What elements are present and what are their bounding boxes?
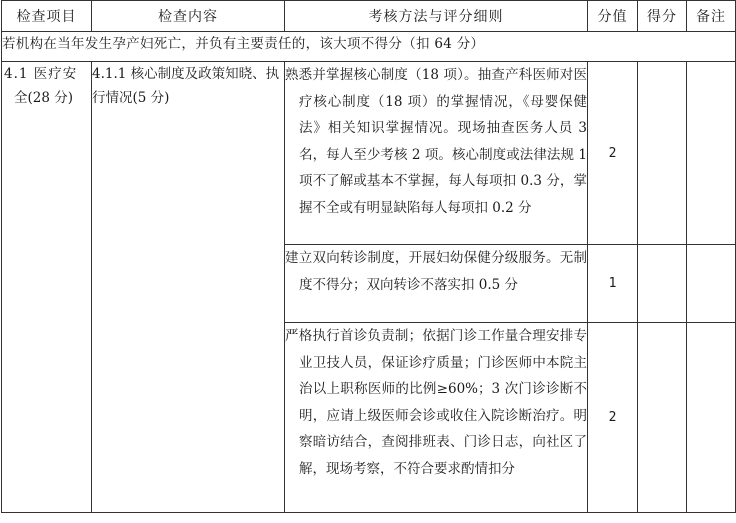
method-cell [285,323,588,513]
method-cell [285,245,588,323]
header-item: 检查项目 [2,1,92,32]
score-cell: 1 [588,245,638,323]
check-item-line1: 4.1 医疗安 [4,66,78,82]
header-content: 检查内容 [92,1,285,32]
notice-text: 若机构在当年发生孕产妇死亡，并负有主要责任的，该大项不得分（扣 64 分） [2,32,736,62]
check-item-cell [2,62,92,513]
got-cell [638,62,687,245]
header-row [2,1,736,32]
got-cell [638,245,687,323]
check-content-cell: 4.1.1 核心制度及政策知晓、执行情况(5 分) [92,62,285,513]
note-cell [687,323,736,513]
assessment-table [1,0,736,513]
score-cell: 2 [588,62,638,245]
header-method: 考核方法与评分细则 [285,1,588,32]
header-note: 备注 [687,1,736,32]
method-text: 熟悉并掌握核心制度（18 项）。抽查产科医师对医疗核心制度（18 项）的掌握情况，《母婴保健法》相关知识掌握情况。现场抽查医务人员 3 名，每人至少考核 2 项。核心制度或法律法规 1 项不了解或基本不掌握，每人每项扣 0.3 分，掌握不全或有明显缺陷每人每项扣 0.2 分 [285,67,587,216]
note-cell [687,245,736,323]
method-text: 严格执行首诊负责制；依据门诊工作量合理安排专业卫技人员，保证诊疗质量；门诊医师中本院主治以上职称医师的比例≥60%；3 次门诊诊断不明，应请上级医师会诊或收住入院诊断治疗。明察暗访结合，查阅排班表、门诊日志，向社区了解，现场考察，不符合要求酌情扣分 [285,328,587,477]
check-item-line2: 全(28 分) [14,90,74,106]
header-score: 分值 [588,1,638,32]
table-row [2,62,736,245]
got-cell [638,323,687,513]
notice-row [2,32,736,62]
note-cell [687,62,736,245]
method-text: 建立双向转诊制度，开展妇幼保健分级服务。无制度不得分；双向转诊不落实扣 0.5 分 [285,250,587,293]
header-got: 得分 [638,1,687,32]
method-cell [285,62,588,245]
score-cell: 2 [588,323,638,513]
